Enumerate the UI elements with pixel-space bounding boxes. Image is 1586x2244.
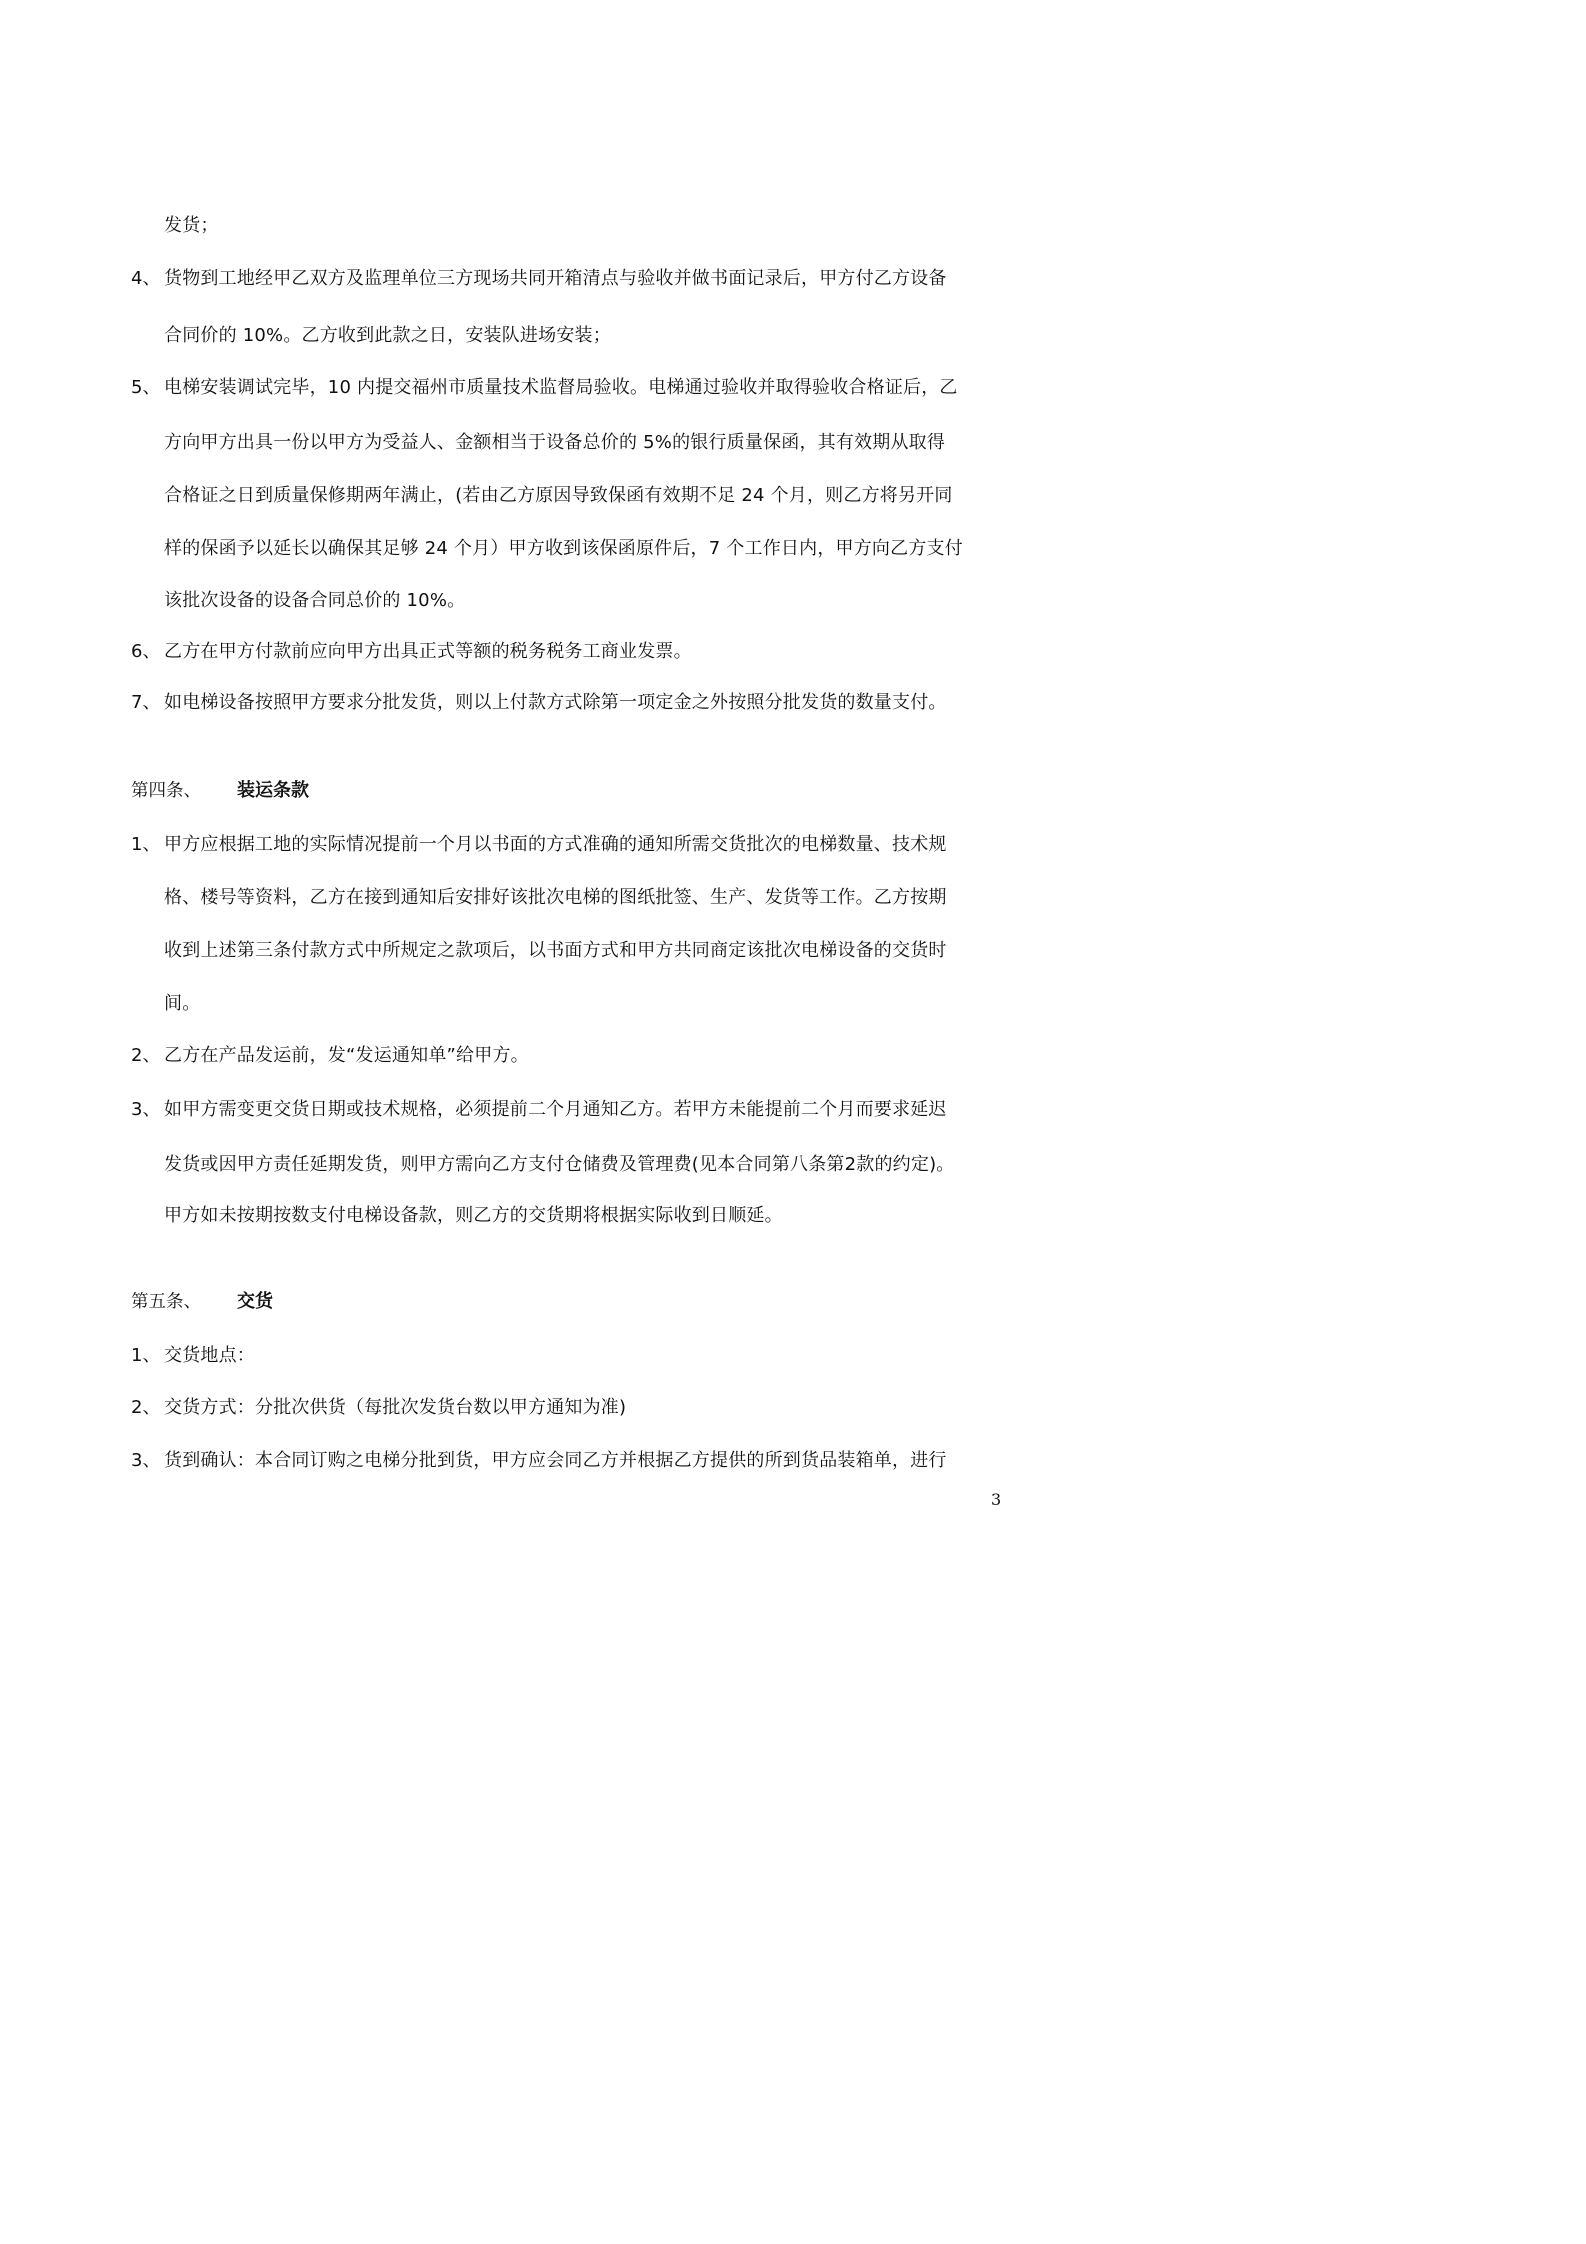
list-number: 4、 — [131, 268, 161, 289]
list-number: 2、 — [131, 1397, 161, 1418]
list-item-line: 如电梯设备按照甲方要求分批发货，则以上付款方式除第一项定金之外按照分批发货的数量支付。 — [164, 692, 947, 713]
page-number: 3 — [991, 1490, 1002, 1509]
carry-over-text: 发货； — [164, 215, 219, 236]
list-item-line: 交货方式：分批次供货（每批次发货台数以甲方通知为准) — [164, 1397, 627, 1418]
list-item-line: 乙方在产品发运前，发“发运通知单”给甲方。 — [164, 1045, 529, 1066]
article-5-label: 第五条、 — [131, 1292, 201, 1312]
list-item-line: 交货地点： — [164, 1345, 255, 1366]
list-item-line: 合格证之日到质量保修期两年满止，(若由乙方原因导致保函有效期不足 24 个月，则乙方将另开同 — [164, 485, 953, 506]
article-4-label: 第四条、 — [131, 781, 201, 801]
list-item-line: 电梯安装调试完毕，10 内提交福州市质量技术监督局验收。电梯通过验收并取得验收合格证后，乙 — [164, 377, 958, 398]
list-item-line: 样的保函予以延长以确保其足够 24 个月）甲方收到该保函原件后，7 个工作日内，甲方向乙方支付 — [164, 538, 963, 559]
list-item-line: 方向甲方出具一份以甲方为受益人、金额相当于设备总价的 5%的银行质量保函，其有效期从取得 — [164, 432, 946, 453]
list-item-line: 间。 — [164, 993, 201, 1014]
document-page — [0, 0, 1101, 1558]
list-number: 7、 — [131, 692, 161, 713]
list-number: 1、 — [131, 1345, 161, 1366]
list-item-line: 该批次设备的设备合同总价的 10%。 — [164, 590, 466, 611]
list-number: 1、 — [131, 834, 161, 855]
article-4-title: 装运条款 — [237, 780, 309, 801]
list-number: 6、 — [131, 641, 161, 662]
list-item-line: 甲方如未按期按数支付电梯设备款，则乙方的交货期将根据实际收到日顺延。 — [164, 1205, 783, 1226]
list-number: 3、 — [131, 1450, 161, 1471]
list-item-line: 格、楼号等资料，乙方在接到通知后安排好该批次电梯的图纸批签、生产、发货等工作。乙方按期 — [164, 887, 947, 908]
article-5-title: 交货 — [237, 1291, 273, 1312]
list-item-line: 合同价的 10%。乙方收到此款之日，安装队进场安装； — [164, 325, 611, 346]
list-item-line: 货物到工地经甲乙双方及监理单位三方现场共同开箱清点与验收并做书面记录后，甲方付乙方设备 — [164, 268, 947, 289]
list-item-line: 如甲方需变更交货日期或技术规格，必须提前二个月通知乙方。若甲方未能提前二个月而要求延迟 — [164, 1099, 947, 1120]
list-item-line: 乙方在甲方付款前应向甲方出具正式等额的税务税务工商业发票。 — [164, 641, 692, 662]
list-item-line: 甲方应根据工地的实际情况提前一个月以书面的方式准确的通知所需交货批次的电梯数量、技术规 — [164, 834, 947, 855]
list-number: 5、 — [131, 377, 161, 398]
list-item-line: 发货或因甲方责任延期发货，则甲方需向乙方支付仓储费及管理费(见本合同第八条第2款的约定)。 — [164, 1154, 955, 1175]
list-number: 2、 — [131, 1045, 161, 1066]
list-item-line: 货到确认：本合同订购之电梯分批到货，甲方应会同乙方并根据乙方提供的所到货品装箱单，进行 — [164, 1450, 947, 1471]
list-number: 3、 — [131, 1099, 161, 1120]
list-item-line: 收到上述第三条付款方式中所规定之款项后，以书面方式和甲方共同商定该批次电梯设备的交货时 — [164, 940, 947, 961]
